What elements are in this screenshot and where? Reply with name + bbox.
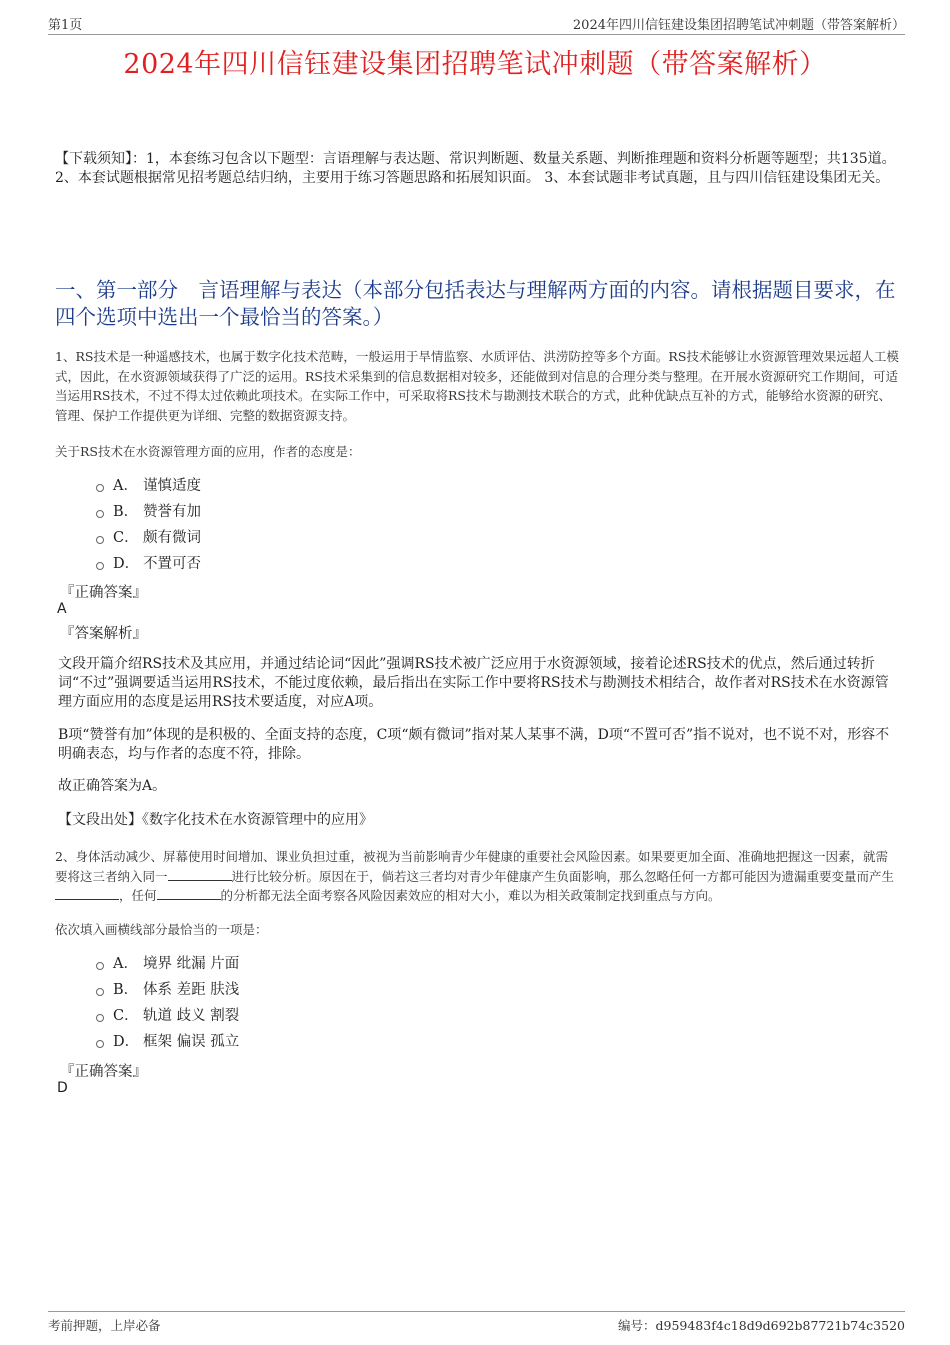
q1-passage: 1、RS技术是一种遥感技术，也属于数字化技术范畴，一般运用于旱情监察、水质评估、洪涝防控等多个方面。RS技术能够让水资源管理效果远超人工模式，因此，在水资源领域获得了广泛的运用。RS技术采集到的信息数据相对较多，还能做到对信息的合理分类与整理。在开展水资源研究工作期间，可适当运用RS技术，不过不得太过依赖此项技术。在实际工作中，可采取将RS技术与勘测技术联合的方式，此种优缺点互补的方式，能够给水资源的研究、管理、保护工作提供更为详细、完整的数据资源支持。 xyxy=(55,349,899,423)
q2-passage: 2、身体活动减少、屏幕使用时间增加、课业负担过重，被视为当前影响青少年健康的重要社会风险因素。如果要更加全面、准确地把握这一因素，就需要将这三者纳入同一 进行比较分析。原因在于，倘若这三者均对青少年健康产生负面影响，那么忽略任何一方都可能因为遗漏重要变量而产生，任何 的分析都无法全面考察各风险因素效应的相对大小，难以为相关政策制定找到重点与方向。 xyxy=(55,849,895,903)
q2-options xyxy=(96,951,239,1055)
q2-answer-label: 『正确答案』 xyxy=(60,1064,147,1080)
q2-option-c[interactable]: C． 轨道 歧义 割裂 xyxy=(96,1003,239,1029)
radio-icon[interactable] xyxy=(96,562,104,570)
q2-answer: D xyxy=(57,1080,68,1096)
page-number: 第1页 xyxy=(48,18,83,33)
q1-question: 关于RS技术在水资源管理方面的应用，作者的态度是： xyxy=(55,444,361,459)
q1-analysis-1: 文段开篇介绍RS技术及其应用，并通过结论词“因此”强调RS技术被广泛应用于水资源领域，接着论述RS技术的优点，然后通过转折词“不过”强调要适当运用RS技术，不能过度依赖，最后指出在实际工作中要将RS技术与勘测技术相结合，故作者对RS技术在水资源管理方面应用的态度是运用RS技术要适度，对应A项。 xyxy=(58,656,889,710)
q1-options xyxy=(96,473,201,577)
radio-icon[interactable] xyxy=(96,536,104,544)
page-header xyxy=(48,14,905,35)
footer-serial: 编号：d959483f4c18d9d692b87721b74c3520 xyxy=(617,1318,905,1333)
radio-icon[interactable] xyxy=(96,510,104,518)
section-heading: 一、第一部分 言语理解与表达（本部分包括表达与理解两方面的内容。请根据题目要求，在四个选项中选出一个最恰当的答案。） xyxy=(55,278,896,329)
q2-option-b[interactable]: B． 体系 差距 肤浅 xyxy=(96,977,239,1003)
q2-option-a[interactable]: A． 境界 纰漏 片面 xyxy=(96,951,239,977)
download-notice: 【下载须知】：1，本套练习包含以下题型：言语理解与表达题、常识判断题、数量关系题、判断推理题和资料分析题等题型；共135道。 2、本套试题根据常见招考题总结归纳，主要用于练习答题思路和拓展知识面。 3、本套试题非考试真题，且与四川信钰建设集团无关。 xyxy=(55,151,896,186)
radio-icon[interactable] xyxy=(96,1040,104,1048)
q2-question: 依次填入画横线部分最恰当的一项是： xyxy=(55,922,268,937)
q1-analysis-2: B项“赞誉有加”体现的是积极的、全面支持的态度，C项“颇有微词”指对某人某事不满，D项“不置可否”指不说对，也不说不对，形容不明确表态，均与作者的态度不符，排除。 xyxy=(58,727,890,762)
q1-answer-label: 『正确答案』 xyxy=(60,585,147,601)
q1-source: 【文段出处】《数字化技术在水资源管理中的应用》 xyxy=(58,812,373,828)
footer-slogan: 考前押题，上岸必备 xyxy=(48,1318,161,1333)
q1-option-b[interactable]: B． 赞誉有加 xyxy=(96,499,201,525)
q1-answer: A xyxy=(57,601,67,617)
document-title: 2024年四川信钰建设集团招聘笔试冲刺题（带答案解析） xyxy=(123,49,827,80)
radio-icon[interactable] xyxy=(96,1014,104,1022)
radio-icon[interactable] xyxy=(96,484,104,492)
q2-option-d[interactable]: D． 框架 偏误 孤立 xyxy=(96,1029,239,1055)
header-doc-title: 2024年四川信钰建设集团招聘笔试冲刺题（带答案解析） xyxy=(572,18,905,33)
q1-option-a[interactable]: A． 谨慎适度 xyxy=(96,473,201,499)
q1-analysis-label: 『答案解析』 xyxy=(60,626,147,642)
radio-icon[interactable] xyxy=(96,988,104,996)
page-footer xyxy=(48,1311,905,1336)
q1-option-c[interactable]: C． 颇有微词 xyxy=(96,525,201,551)
radio-icon[interactable] xyxy=(96,962,104,970)
q1-analysis-3: 故正确答案为A。 xyxy=(58,778,167,794)
q1-option-d[interactable]: D． 不置可否 xyxy=(96,551,201,577)
fill-blank-3[interactable] xyxy=(157,887,221,900)
fill-blank-1[interactable] xyxy=(168,868,232,881)
fill-blank-2[interactable] xyxy=(55,887,119,900)
